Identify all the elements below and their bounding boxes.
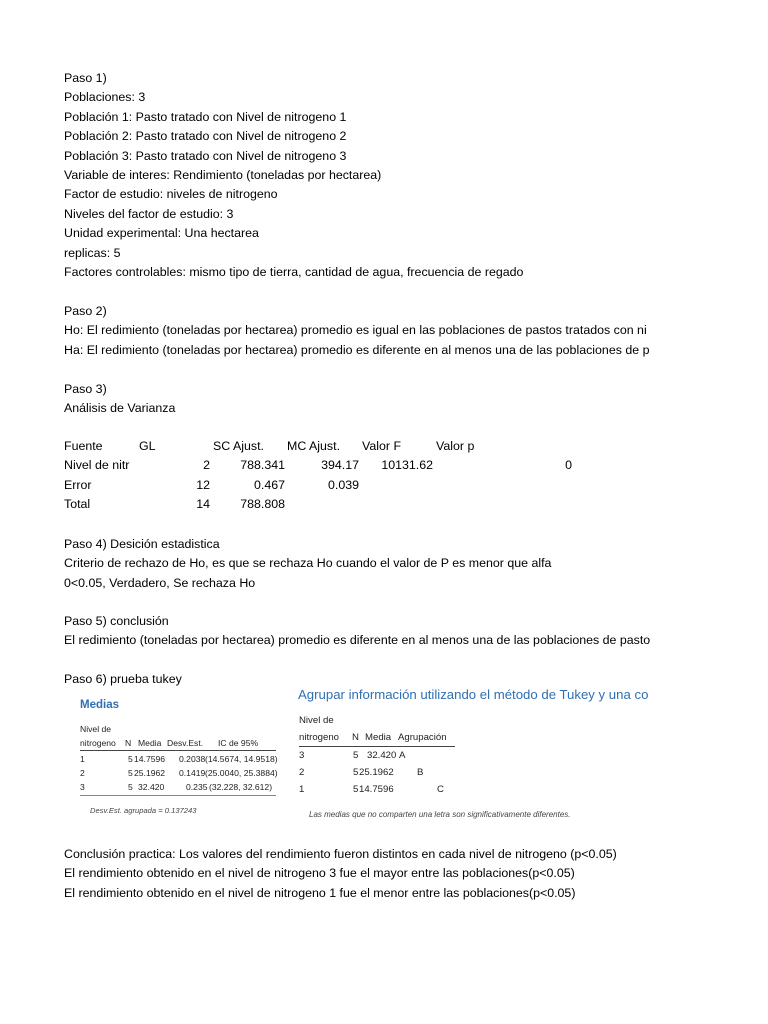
medias-title-text: Medias bbox=[80, 699, 119, 711]
grouping-cell: 5 bbox=[353, 784, 359, 795]
step3-heading: Paso 3) bbox=[64, 382, 107, 396]
anova-cell: 0.467 bbox=[253, 477, 285, 492]
step1-line: Factores controlables: mismo tipo de tierra, cantidad de agua, frecuencia de regado bbox=[64, 264, 524, 279]
anova-row bbox=[64, 476, 664, 495]
step4-section bbox=[64, 535, 660, 593]
grouping-cell: 14.7596 bbox=[359, 784, 394, 795]
anova-cell: 14 bbox=[196, 497, 210, 512]
medias-header: Nivel de bbox=[80, 724, 112, 734]
medias-cell: 25.1962 bbox=[134, 768, 166, 778]
medias-cell: 5 bbox=[128, 754, 133, 764]
anova-row bbox=[64, 495, 664, 514]
grouping-header: Media bbox=[365, 732, 392, 743]
grouping-cell: 3 bbox=[299, 750, 305, 761]
medias-pooled-sd: Desv.Est. agrupada = 0.137243 bbox=[90, 806, 197, 815]
medias-cell: 0.2038 bbox=[179, 754, 206, 764]
medias-cell: 0.1419 bbox=[179, 768, 206, 778]
medias-header: Media bbox=[138, 738, 162, 748]
grouping-cell: 32.420 bbox=[367, 750, 397, 761]
medias-cell: (14.5674, 14.9518) bbox=[205, 754, 278, 764]
grouping-header-rule bbox=[299, 746, 455, 747]
medias-cell: 14.7596 bbox=[134, 754, 166, 764]
anova-row bbox=[64, 456, 664, 475]
medias-cell: 32.420 bbox=[138, 782, 165, 792]
medias-cell: (32.228, 32.612) bbox=[209, 782, 273, 792]
anova-cell: Error bbox=[64, 477, 92, 492]
step2-heading: Paso 2) bbox=[64, 304, 107, 318]
anova-cell: 394.17 bbox=[321, 458, 359, 473]
medias-cell: 1 bbox=[80, 754, 85, 764]
step1-line: Niveles del factor de estudio: 3 bbox=[64, 206, 234, 221]
step1-line: Población 2: Pasto tratado con Nivel de nitrogeno 2 bbox=[64, 129, 347, 144]
grouping-letter: A bbox=[399, 750, 406, 761]
medias-cell: (25.0040, 25.3884) bbox=[205, 768, 278, 778]
anova-cell: Nivel de nitr bbox=[64, 458, 130, 473]
step1-line: Poblaciones: 3 bbox=[64, 90, 146, 105]
grouping-footnote: Las medias que no comparten una letra son significativamente diferentes. bbox=[309, 810, 571, 819]
grouping-header: nitrogeno bbox=[299, 732, 340, 743]
anova-cell: 0.039 bbox=[327, 477, 359, 492]
anova-header: Valor p bbox=[436, 439, 475, 453]
step4-heading: Paso 4) Desición estadistica bbox=[64, 537, 220, 551]
step1-line: Variable de interes: Rendimiento (toneladas por hectarea) bbox=[64, 167, 382, 182]
tukey-heading: Agrupar información utilizando el método de Tukey y una co bbox=[298, 687, 649, 702]
grouping-header: Nivel de bbox=[299, 715, 334, 726]
conclusion-line: El rendimiento obtenido en el nivel de nitrogeno 3 fue el mayor entre las poblaciones(p<0.05) bbox=[64, 866, 575, 881]
anova-header: GL bbox=[139, 439, 156, 453]
anova-title: Análisis de Varianza bbox=[64, 401, 176, 416]
step6-section bbox=[64, 670, 182, 689]
hypothesis-null: Ho: El redimiento (toneladas por hectarea) promedio es igual en las poblaciones de pastos tratados con ni bbox=[64, 323, 647, 338]
anova-header: SC Ajust. bbox=[213, 439, 264, 453]
medias-cell: 3 bbox=[80, 782, 85, 792]
step2-section bbox=[64, 302, 660, 360]
step1-line: replicas: 5 bbox=[64, 245, 121, 260]
medias-cell: 5 bbox=[128, 768, 133, 778]
step1-line: Factor de estudio: niveles de nitrogeno bbox=[64, 187, 278, 202]
grouping-letter: C bbox=[437, 784, 444, 795]
grouping-cell: 1 bbox=[299, 784, 305, 795]
step3-section bbox=[64, 380, 660, 419]
rejection-criterion: Criterio de rechazo de Ho, es que se rechaza Ho cuando el valor de P es menor que alfa bbox=[64, 556, 552, 571]
medias-cell: 0.235 bbox=[186, 782, 208, 792]
grouping-cell: 25.1962 bbox=[359, 767, 394, 778]
anova-table bbox=[64, 437, 664, 515]
medias-header-rule bbox=[80, 750, 276, 751]
grouping-cell: 5 bbox=[353, 767, 359, 778]
grouping-cell: 2 bbox=[299, 767, 305, 778]
anova-header-row bbox=[64, 437, 664, 456]
anova-cell: 12 bbox=[196, 477, 210, 492]
step6-heading: Paso 6) prueba tukey bbox=[64, 672, 182, 686]
practical-conclusion bbox=[64, 845, 704, 903]
hypothesis-alt: Ha: El redimiento (toneladas por hectarea) promedio es diferente en al menos una de las poblaciones de p bbox=[64, 342, 650, 357]
step1-line: Unidad experimental: Una hectarea bbox=[64, 226, 259, 241]
medias-header: Desv.Est. bbox=[167, 738, 204, 748]
step1-line: Población 3: Pasto tratado con Nivel de nitrogeno 3 bbox=[64, 148, 347, 163]
anova-header: MC Ajust. bbox=[287, 439, 341, 453]
anova-cell: 2 bbox=[203, 458, 210, 473]
grouping-letter: B bbox=[417, 767, 424, 778]
anova-header: Valor F bbox=[362, 439, 402, 453]
anova-cell: 788.341 bbox=[240, 458, 285, 473]
conclusion-line: El rendimiento obtenido en el nivel de nitrogeno 1 fue el menor entre las poblaciones(p<0.05) bbox=[64, 885, 576, 900]
anova-cell: 10131.62 bbox=[381, 458, 433, 473]
medias-header: nitrogeno bbox=[80, 738, 116, 748]
medias-cell: 2 bbox=[80, 768, 85, 778]
grouping-cell: 5 bbox=[353, 750, 359, 761]
anova-cell: Total bbox=[64, 497, 91, 512]
conclusion-line: El redimiento (toneladas por hectarea) promedio es diferente en al menos una de las poblaciones de pasto bbox=[64, 633, 651, 648]
grouping-header: N bbox=[352, 732, 359, 743]
medias-header: IC de 95% bbox=[218, 738, 259, 748]
medias-title bbox=[80, 699, 119, 711]
tukey-grouping-table bbox=[299, 715, 469, 805]
step5-section bbox=[64, 612, 660, 651]
conclusion-line: Conclusión practica: Los valores del rendimiento fueron distintos en cada nivel de nitrogeno (p<0.05) bbox=[64, 847, 617, 861]
step1-section bbox=[64, 69, 660, 282]
medias-footer-rule bbox=[80, 795, 276, 796]
medias-cell: 5 bbox=[128, 782, 133, 792]
decision-line: 0<0.05, Verdadero, Se rechaza Ho bbox=[64, 575, 256, 590]
anova-cell: 788.808 bbox=[240, 497, 285, 512]
medias-header: N bbox=[125, 738, 132, 748]
step5-heading: Paso 5) conclusión bbox=[64, 614, 169, 628]
step1-line: Población 1: Pasto tratado con Nivel de nitrogeno 1 bbox=[64, 109, 347, 124]
anova-cell: 0 bbox=[565, 458, 572, 473]
step1-heading: Paso 1) bbox=[64, 71, 107, 85]
grouping-header: Agrupación bbox=[398, 732, 447, 743]
anova-header: Fuente bbox=[64, 439, 103, 453]
